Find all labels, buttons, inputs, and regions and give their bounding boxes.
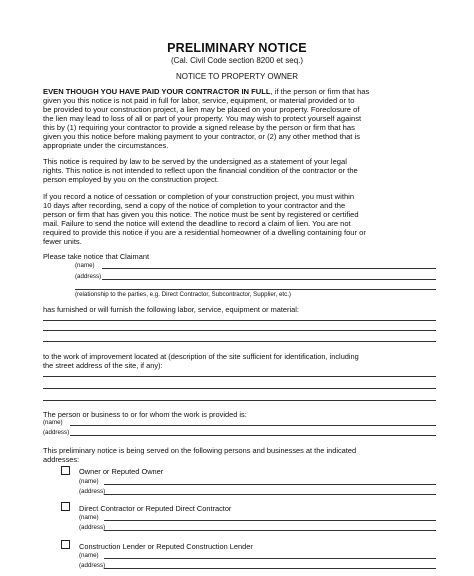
person-name-label: (name): [43, 419, 63, 426]
notice-recipient-heading: NOTICE TO PROPERTY OWNER: [175, 72, 299, 81]
relationship-label: (relationship to the parties, e.g. Direct Contractor, Subcontractor, Supplier, etc.): [75, 291, 291, 298]
direct-contractor-name-field[interactable]: [104, 520, 436, 521]
warning-line: the lien may lead to loss of all or part of your property. You may wish to protect yourself against: [43, 114, 362, 123]
owner-address-label: (address): [79, 488, 106, 495]
construction-lender-name-field[interactable]: [104, 558, 436, 559]
claimant-label: Please take notice that Claimant: [43, 252, 149, 261]
statement-line: person employed by you on the construction project.: [43, 175, 220, 184]
direct-contractor-name-label: (name): [79, 514, 99, 521]
served-label: This preliminary notice is being served on the following persons and businesses at the indicated: [43, 446, 357, 455]
improvement-field-line[interactable]: [43, 388, 436, 389]
owner-option-label: Owner or Reputed Owner: [79, 467, 164, 476]
claimant-address-label: (address): [75, 273, 102, 280]
improvement-field-line[interactable]: [43, 376, 436, 377]
cessation-line: 10 days after recording, send a copy of the notice of completion to your contractor and the: [43, 201, 346, 210]
improvement-field-line[interactable]: [43, 400, 436, 401]
furnished-field-line[interactable]: [43, 330, 436, 331]
warning-line: appropriate under the circumstances.: [43, 141, 169, 150]
construction-lender-name-label: (name): [79, 552, 99, 559]
improvement-label: the street address of the site, if any):: [43, 361, 163, 370]
cessation-line: person or firm that has given you this notice. The notice must be sent by registered or certified: [43, 210, 359, 219]
person-name-field[interactable]: [70, 425, 436, 426]
person-address-label: (address): [43, 429, 70, 436]
warning-line: given you this notice is not paid in full for labor, service, equipment, or material provided or to: [43, 96, 355, 105]
furnished-field-line[interactable]: [43, 320, 436, 321]
warning-line: this by (1) requiring your contractor to provide a signed release by the person or firm that has: [43, 123, 355, 132]
improvement-label: to the work of improvement located at (description of the site sufficient for identification, including: [43, 352, 359, 361]
direct-contractor-address-label: (address): [79, 524, 106, 531]
warning-line: EVEN THOUGH YOU HAVE PAID YOUR CONTRACTOR IN FULL, if the person or firm that has: [43, 87, 370, 96]
claimant-relationship-field[interactable]: [75, 289, 436, 290]
cessation-paragraph: [43, 192, 366, 246]
document-title: PRELIMINARY NOTICE: [167, 41, 307, 55]
warning-line: be provided to your construction project, a lien may be placed on your property. Foreclosure of: [43, 105, 360, 114]
furnished-field-line[interactable]: [43, 341, 436, 342]
construction-lender-option-label: Construction Lender or Reputed Construction Lender: [79, 542, 253, 551]
construction-lender-checkbox[interactable]: [61, 540, 70, 549]
cessation-line: required to provide this notice if you are a residential homeowner of a dwelling containing four or: [43, 228, 366, 237]
claimant-address-field[interactable]: [102, 279, 436, 280]
statute-citation: (Cal. Civil Code section 8200 et seq.): [170, 56, 304, 65]
claimant-name-label: (name): [75, 262, 95, 269]
owner-name-field[interactable]: [104, 484, 436, 485]
claimant-name-field[interactable]: [102, 268, 436, 269]
direct-contractor-checkbox[interactable]: [61, 502, 70, 511]
owner-checkbox[interactable]: [61, 466, 70, 475]
direct-contractor-option-label: Direct Contractor or Reputed Direct Contractor: [79, 504, 232, 513]
furnished-label: has furnished or will furnish the following labor, service, equipment or material:: [43, 305, 299, 314]
construction-lender-address-label: (address): [79, 562, 106, 569]
construction-lender-address-field[interactable]: [104, 568, 436, 569]
statement-paragraph: [43, 157, 358, 184]
person-address-field[interactable]: [70, 435, 436, 436]
warning-paragraph: [43, 87, 369, 150]
direct-contractor-address-field[interactable]: [104, 530, 436, 531]
served-label: addresses:: [43, 455, 80, 464]
cessation-line: If you record a notice of cessation or completion of your construction project, you must within: [43, 192, 355, 201]
owner-name-label: (name): [79, 478, 99, 485]
person-label: The person or business to or for whom the work is provided is:: [43, 410, 247, 419]
statement-line: This notice is required by law to be served by the undersigned as a statement of your legal: [43, 157, 347, 166]
owner-address-field[interactable]: [104, 494, 436, 495]
statement-line: rights. This notice is not intended to reflect upon the financial condition of the contractor or the: [43, 166, 358, 175]
cessation-line: mail. Failure to send the notice will extend the deadline to record a claim of lien. You are not: [43, 219, 351, 228]
warning-line: given you this notice before making payment to your contractor, or (2) any other method that is: [43, 132, 360, 141]
cessation-line: fewer units.: [43, 237, 82, 246]
